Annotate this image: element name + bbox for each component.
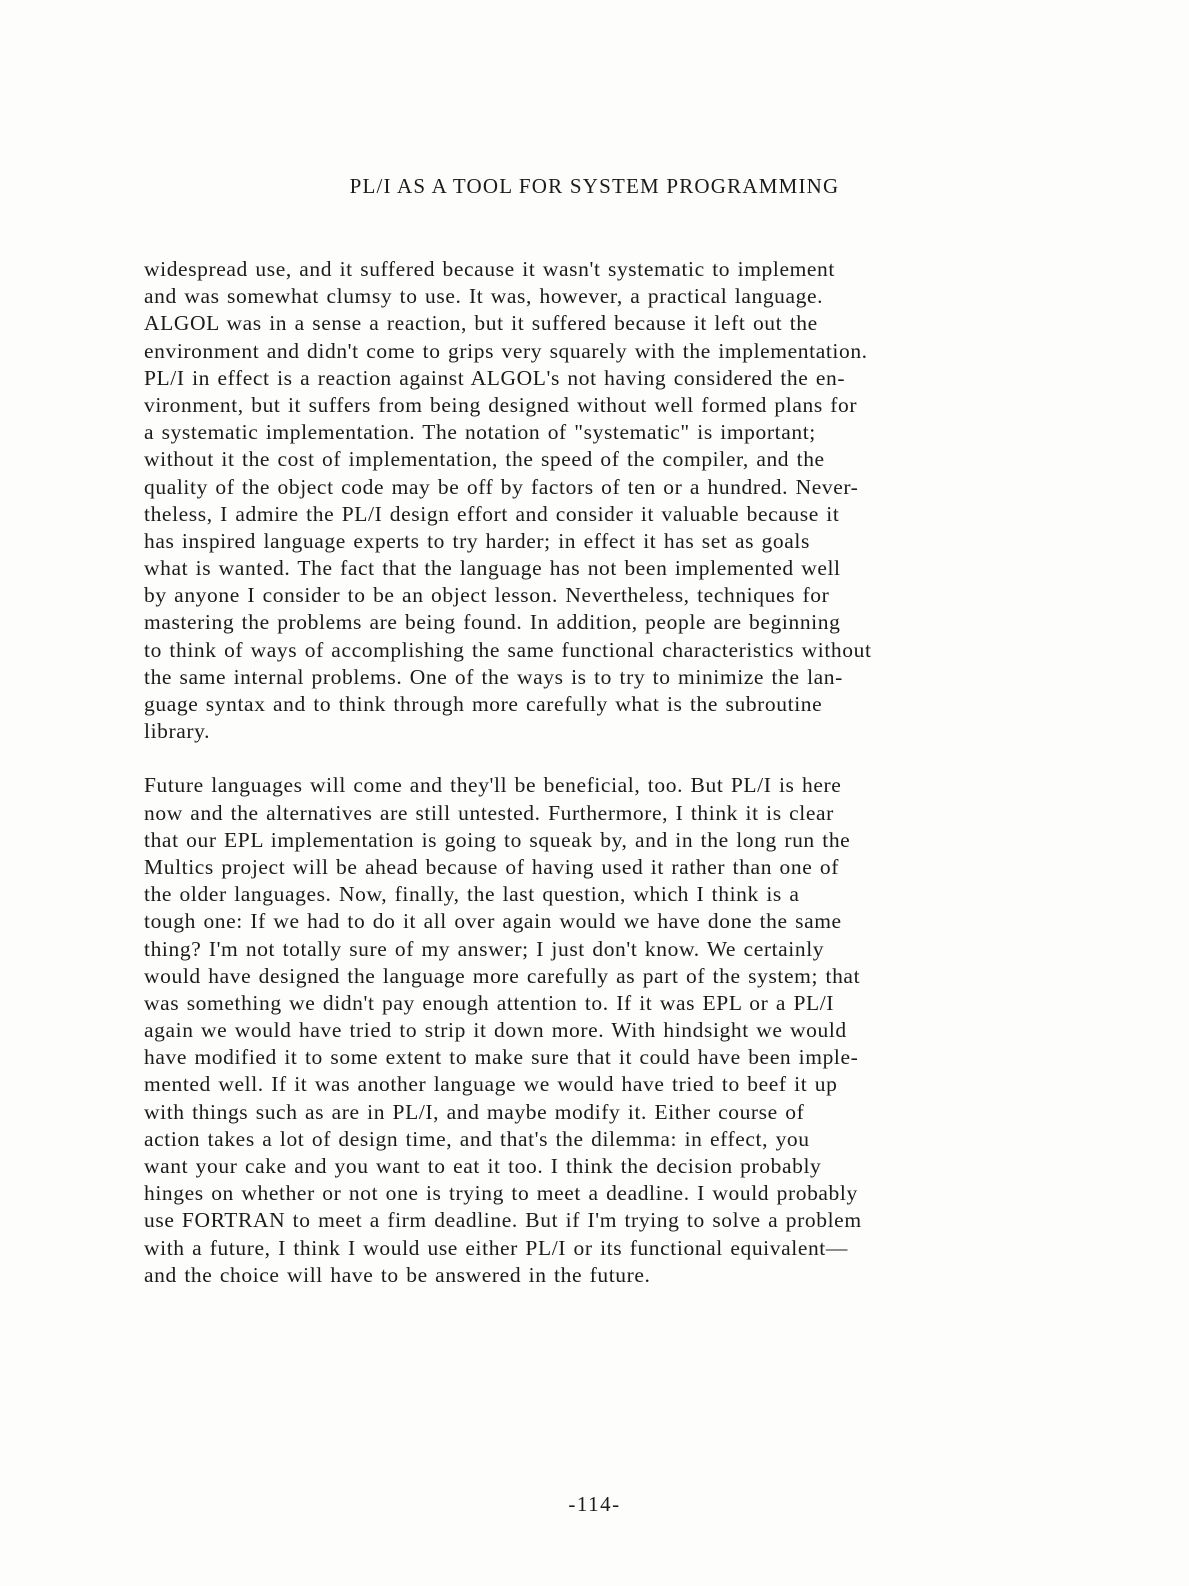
text-line: widespread use, and it suffered because it wasn't systematic to implement xyxy=(144,257,835,281)
text-line: guage syntax and to think through more carefully what is the subroutine xyxy=(144,692,823,716)
text-line: PL/I in effect is a reaction against ALGOL's not having considered the en- xyxy=(144,365,846,390)
text-line: the same internal problems. One of the ways is to try to minimize the lan- xyxy=(144,664,843,689)
text-line: ALGOL was in a sense a reaction, but it suffered because it left out the xyxy=(144,311,818,336)
text-line: Multics project will be ahead because of having used it rather than one of xyxy=(144,854,839,879)
text-line: without it the cost of implementation, the speed of the compiler, and the xyxy=(144,447,825,472)
text-line: again we would have tried to strip it down more. With hindsight we would xyxy=(144,1018,847,1043)
text-line: and the choice will have to be answered in the future. xyxy=(144,1262,651,1287)
text-line: to think of ways of accomplishing the same functional characteristics without xyxy=(144,637,872,662)
text-line: want your cake and you want to eat it too. I think the decision probably xyxy=(144,1154,822,1178)
text-line: mented well. If it was another language we would have tried to beef it up xyxy=(144,1072,838,1097)
text-line: would have designed the language more carefully as part of the system; that xyxy=(144,963,861,988)
text-line: mastering the problems are being found. In addition, people are beginning xyxy=(144,610,841,635)
text-line: and was somewhat clumsy to use. It was, however, a practical language. xyxy=(144,284,824,309)
text-line: with things such as are in PL/I, and maybe modify it. Either course of xyxy=(144,1099,805,1124)
text-line: hinges on whether or not one is trying to meet a deadline. I would probably xyxy=(144,1181,858,1206)
text-line: vironment, but it suffers from being designed without well formed plans for xyxy=(144,392,858,417)
text-line: action takes a lot of design time, and that's the dilemma: in effect, you xyxy=(144,1126,810,1151)
text-line: what is wanted. The fact that the language has not been implemented well xyxy=(144,556,841,581)
paragraph-1 xyxy=(144,256,1084,745)
text-line: environment and didn't come to grips very squarely with the implementation. xyxy=(144,338,868,363)
text-line: a systematic implementation. The notation of "systematic" is important; xyxy=(144,420,816,445)
text-line: by anyone I consider to be an object lesson. Nevertheless, techniques for xyxy=(144,583,830,608)
running-title: PL/I AS A TOOL FOR SYSTEM PROGRAMMING xyxy=(349,174,840,198)
text-line: Future languages will come and they'll be beneficial, too. But PL/I is here xyxy=(144,773,842,798)
text-line: now and the alternatives are still untested. Furthermore, I think it is clear xyxy=(144,800,834,825)
text-line: have modified it to some extent to make sure that it could have been imple- xyxy=(144,1045,859,1070)
body-text xyxy=(144,256,1084,1289)
text-line: thing? I'm not totally sure of my answer; I just don't know. We certainly xyxy=(144,936,825,961)
text-line: library. xyxy=(144,719,211,744)
text-line: tough one: If we had to do it all over again would we have done the same xyxy=(144,909,842,934)
text-line: that our EPL implementation is going to squeak by, and in the long run the xyxy=(144,827,851,852)
text-line: has inspired language experts to try harder; in effect it has set as goals xyxy=(144,528,810,553)
paragraph-2 xyxy=(144,772,1084,1289)
text-line: use FORTRAN to meet a firm deadline. But if I'm trying to solve a problem xyxy=(144,1208,862,1233)
text-line: theless, I admire the PL/I design effort and consider it valuable because it xyxy=(144,501,840,526)
text-line: with a future, I think I would use either PL/I or its functional equivalent— xyxy=(144,1235,848,1260)
text-line: the older languages. Now, finally, the last question, which I think is a xyxy=(144,882,800,907)
text-line: was something we didn't pay enough attention to. If it was EPL or a PL/I xyxy=(144,990,835,1015)
page-number: -114- xyxy=(568,1492,621,1516)
text-line: quality of the object code may be off by factors of ten or a hundred. Never- xyxy=(144,474,859,499)
